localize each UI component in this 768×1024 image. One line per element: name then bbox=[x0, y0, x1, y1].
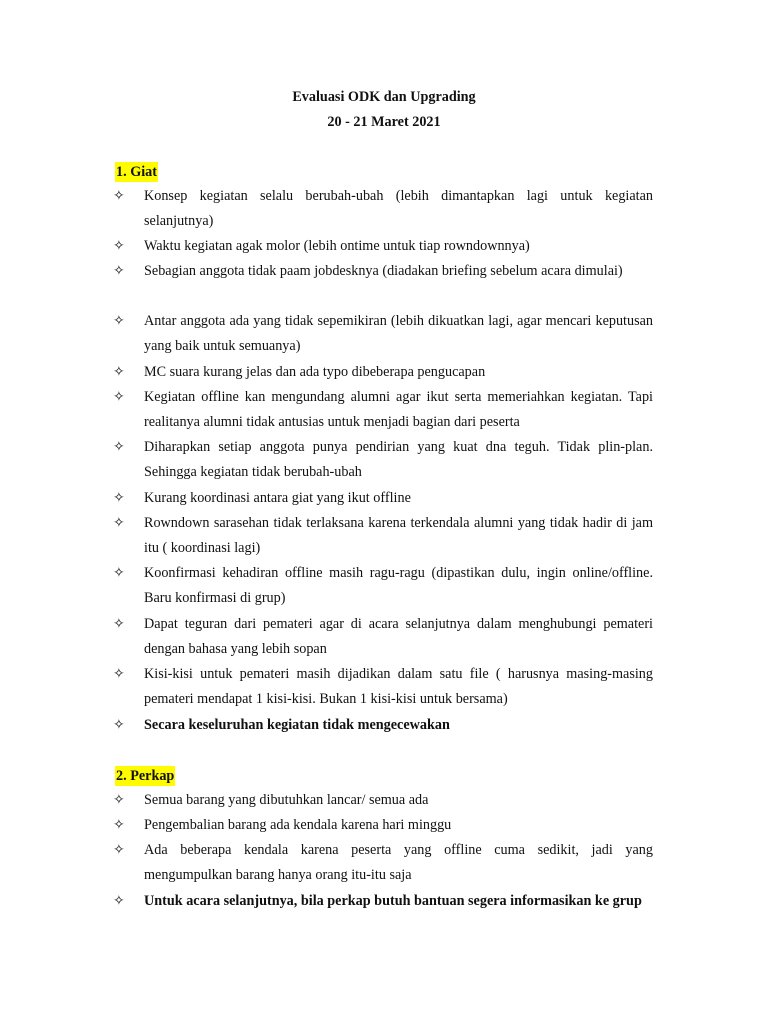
diamond-bullet-icon: ✧ bbox=[113, 617, 125, 632]
list-item-text: Ada beberapa kendala karena peserta yang offline cuma sedikit, jadi yang mengumpulkan barang hanya orang itu-itu saja bbox=[144, 842, 653, 883]
list-item-text: Dapat teguran dari pemateri agar di acara selanjutnya dalam menghubungi pemateri dengan bahasa yang lebih sopan bbox=[144, 616, 653, 657]
list-item-text: Kegiatan offline kan mengundang alumni agar ikut serta memeriahkan kegiatan. Tapi realitanya alumni tidak antusias untuk menjadi bagian dari peserta bbox=[144, 389, 653, 430]
diamond-bullet-icon: ✧ bbox=[113, 390, 125, 405]
list-item bbox=[113, 259, 653, 284]
diamond-bullet-icon: ✧ bbox=[113, 566, 125, 581]
diamond-bullet-icon: ✧ bbox=[113, 894, 125, 909]
list-item-text: Kurang koordinasi antara giat yang ikut offline bbox=[144, 490, 411, 506]
list-item bbox=[113, 813, 653, 838]
diamond-bullet-icon: ✧ bbox=[113, 365, 125, 380]
list-item bbox=[113, 511, 653, 561]
diamond-bullet-icon: ✧ bbox=[113, 793, 125, 808]
list-item bbox=[113, 889, 653, 914]
section-heading-giat: 1. Giat bbox=[116, 164, 157, 180]
diamond-bullet-icon: ✧ bbox=[113, 718, 125, 733]
list-item bbox=[113, 612, 653, 662]
list-item bbox=[113, 385, 653, 435]
diamond-bullet-icon: ✧ bbox=[113, 843, 125, 858]
diamond-bullet-icon: ✧ bbox=[113, 314, 125, 329]
list-item bbox=[113, 309, 653, 359]
list-item-text: Konsep kegiatan selalu berubah-ubah (lebih dimantapkan lagi untuk kegiatan selanjutnya) bbox=[144, 188, 653, 229]
document-date: 20 - 21 Maret 2021 bbox=[327, 114, 441, 130]
list-item bbox=[113, 435, 653, 485]
list-item bbox=[113, 184, 653, 234]
list-item-text: Antar anggota ada yang tidak sepemikiran (lebih dikuatkan lagi, agar mencari keputusan yang baik untuk semuanya) bbox=[144, 313, 653, 354]
list-item-text: Waktu kegiatan agak molor (lebih ontime untuk tiap rowndownnya) bbox=[144, 238, 530, 254]
list-item bbox=[113, 838, 653, 888]
list-item-text: Diharapkan setiap anggota punya pendirian yang kuat dna teguh. Tidak plin-plan. Sehingga kegiatan tidak berubah-ubah bbox=[144, 439, 653, 480]
list-item-text: Untuk acara selanjutnya, bila perkap butuh bantuan segera informasikan ke grup bbox=[144, 893, 642, 909]
diamond-bullet-icon: ✧ bbox=[113, 189, 125, 204]
diamond-bullet-icon: ✧ bbox=[113, 491, 125, 506]
list-item bbox=[113, 713, 653, 738]
list-item-text: Semua barang yang dibutuhkan lancar/ semua ada bbox=[144, 792, 429, 808]
list-item-text: Sebagian anggota tidak paam jobdesknya (diadakan briefing sebelum acara dimulai) bbox=[144, 263, 623, 279]
diamond-bullet-icon: ✧ bbox=[113, 818, 125, 833]
diamond-bullet-icon: ✧ bbox=[113, 516, 125, 531]
document-title: Evaluasi ODK dan Upgrading bbox=[292, 89, 476, 105]
list-item-text: MC suara kurang jelas dan ada typo dibeberapa pengucapan bbox=[144, 364, 486, 380]
list-item bbox=[113, 486, 653, 511]
list-item-text: Kisi-kisi untuk pemateri masih dijadikan dalam satu file ( harusnya masing-masing pemateri mendapat 1 kisi-kisi. Bukan 1 kisi-kisi untuk bersama) bbox=[144, 666, 653, 707]
diamond-bullet-icon: ✧ bbox=[113, 440, 125, 455]
section-heading-perkap: 2. Perkap bbox=[116, 768, 175, 784]
list-item bbox=[113, 234, 653, 259]
diamond-bullet-icon: ✧ bbox=[113, 239, 125, 254]
list-item bbox=[113, 788, 653, 813]
list-item-text: Rowndown sarasehan tidak terlaksana karena terkendala alumni yang tidak hadir di jam itu ( koordinasi lagi) bbox=[144, 515, 653, 556]
diamond-bullet-icon: ✧ bbox=[113, 667, 125, 682]
list-item bbox=[113, 360, 653, 385]
list-item bbox=[113, 561, 653, 611]
diamond-bullet-icon: ✧ bbox=[113, 264, 125, 279]
list-item-text: Secara keseluruhan kegiatan tidak mengecewakan bbox=[144, 717, 450, 733]
list-item bbox=[113, 662, 653, 712]
list-item-text: Pengembalian barang ada kendala karena hari minggu bbox=[144, 817, 452, 833]
list-item-text: Koonfirmasi kehadiran offline masih ragu-ragu (dipastikan dulu, ingin online/offline. Baru konfirmasi di grup) bbox=[144, 565, 653, 606]
